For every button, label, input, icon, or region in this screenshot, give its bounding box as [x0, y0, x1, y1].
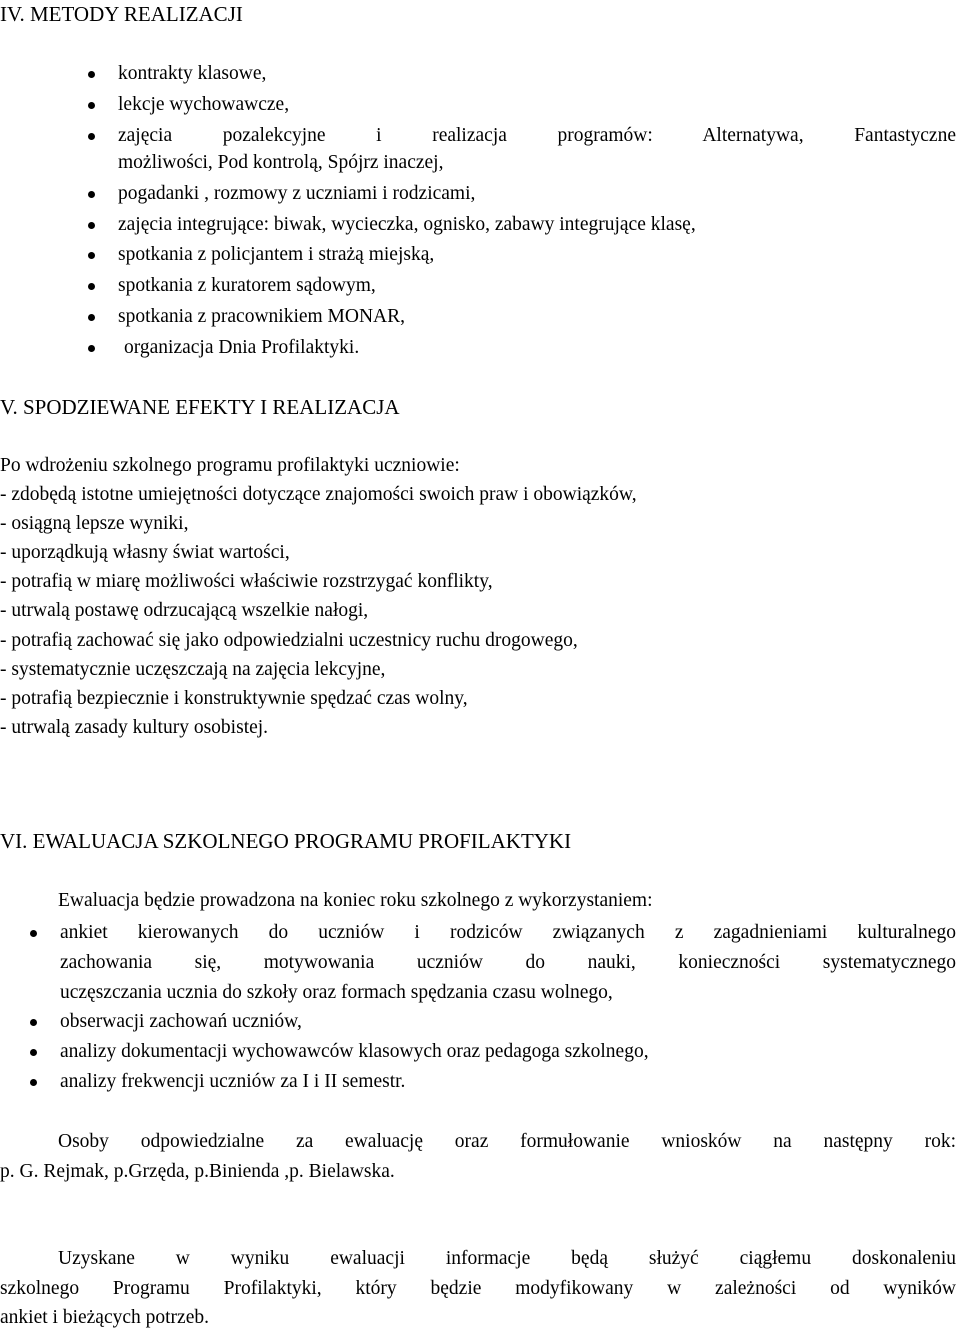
- evaluation-intro: Ewaluacja będzie prowadzona na koniec roku szkolnego z wykorzystaniem:: [58, 890, 653, 911]
- list-item: obserwacji zachowań uczniów,: [60, 1007, 956, 1037]
- list-item: ankiet kierowanych do uczniów i rodziców związanych z zagadnieniami kulturalnego zachowania się, motywowania uczniów do nauki, konieczności systematycznego uczęszczania ucznia do szkoły oraz formach spędzania czasu wolnego,: [60, 918, 956, 1007]
- list-item: kontrakty klasowe,: [118, 59, 956, 90]
- list-item: - potrafią bezpiecznie i konstruktywnie spędzać czas wolny,: [0, 687, 468, 709]
- bullet-icon: [88, 191, 95, 198]
- list-item: - potrafią zachować się jako odpowiedzialni uczestnicy ruchu drogowego,: [0, 629, 578, 651]
- evaluation-list: [60, 918, 956, 1097]
- bullet-icon: [88, 252, 95, 259]
- list-item: - utrwalą postawę odrzucającą wszelkie nałogi,: [0, 600, 369, 622]
- list-item: - utrwalą zasady kultury osobistej.: [0, 716, 269, 738]
- list-item: spotkania z pracownikiem MONAR,: [118, 302, 956, 333]
- list-item: analizy frekwencji uczniów za I i II semestr.: [60, 1067, 956, 1097]
- section-heading-evaluation: VI. EWALUACJA SZKOLNEGO PROGRAMU PROFILAKTYKI: [0, 829, 572, 853]
- bullet-icon: [30, 1049, 37, 1056]
- bullet-icon: [88, 314, 95, 321]
- bullet-icon: [30, 930, 37, 937]
- bullet-icon: [88, 102, 95, 109]
- section-heading-methods: IV. METODY REALIZACJI: [0, 2, 243, 26]
- effects-block: [0, 451, 960, 742]
- bullet-icon: [88, 133, 95, 140]
- list-item: - osiągną lepsze wyniki,: [0, 513, 189, 535]
- list-item: spotkania z policjantem i strażą miejską,: [118, 240, 956, 271]
- list-item: zajęcia integrujące: biwak, wycieczka, ognisko, zabawy integrujące klasę,: [118, 210, 956, 241]
- list-item: spotkania z kuratorem sądowym,: [118, 271, 956, 302]
- bullet-icon: [30, 1079, 37, 1086]
- bullet-icon: [88, 222, 95, 229]
- list-item: - systematycznie uczęszczają na zajęcia lekcyjne,: [0, 658, 386, 680]
- list-item: - uporządkują własny świat wartości,: [0, 542, 290, 564]
- list-item: pogadanki , rozmowy z uczniami i rodzicami,: [118, 179, 956, 210]
- responsible-persons: Osoby odpowiedzialne za ewaluację oraz formułowanie wniosków na następny rok: p. G. Rejmak, p.Grzęda, p.Binienda ,p. Bielawska.: [0, 1131, 956, 1182]
- list-item: - zdobędą istotne umiejętności dotyczące znajomości swoich praw i obowiązków,: [0, 484, 637, 506]
- methods-list: [118, 59, 956, 364]
- list-item: analizy dokumentacji wychowawców klasowych oraz pedagoga szkolnego,: [60, 1037, 956, 1067]
- bullet-icon: [88, 283, 95, 290]
- section-heading-effects: V. SPODZIEWANE EFEKTY I REALIZACJA: [0, 395, 400, 419]
- effects-intro: Po wdrożeniu szkolnego programu profilaktyki uczniowie:: [0, 455, 460, 476]
- bullet-icon: [30, 1019, 37, 1026]
- list-item: - potrafią w miarę możliwości właściwie rozstrzygać konflikty,: [0, 571, 493, 593]
- list-item: lekcje wychowawcze,: [118, 90, 956, 121]
- evaluation-conclusion: Uzyskane w wyniku ewaluacji informacje będą służyć ciągłemu doskonaleniu szkolnego Programu Profilaktyki, który będzie modyfikowany w zależności od wyników ankiet i bieżących potrzeb.: [0, 1248, 956, 1328]
- bullet-icon: [88, 71, 95, 78]
- list-item: zajęcia pozalekcyjne i realizacja programów: Alternatywa, Fantastyczne możliwości, Pod kontrolą, Spójrz inaczej,: [118, 121, 956, 179]
- list-item: organizacja Dnia Profilaktyki.: [118, 333, 956, 364]
- bullet-icon: [88, 345, 95, 352]
